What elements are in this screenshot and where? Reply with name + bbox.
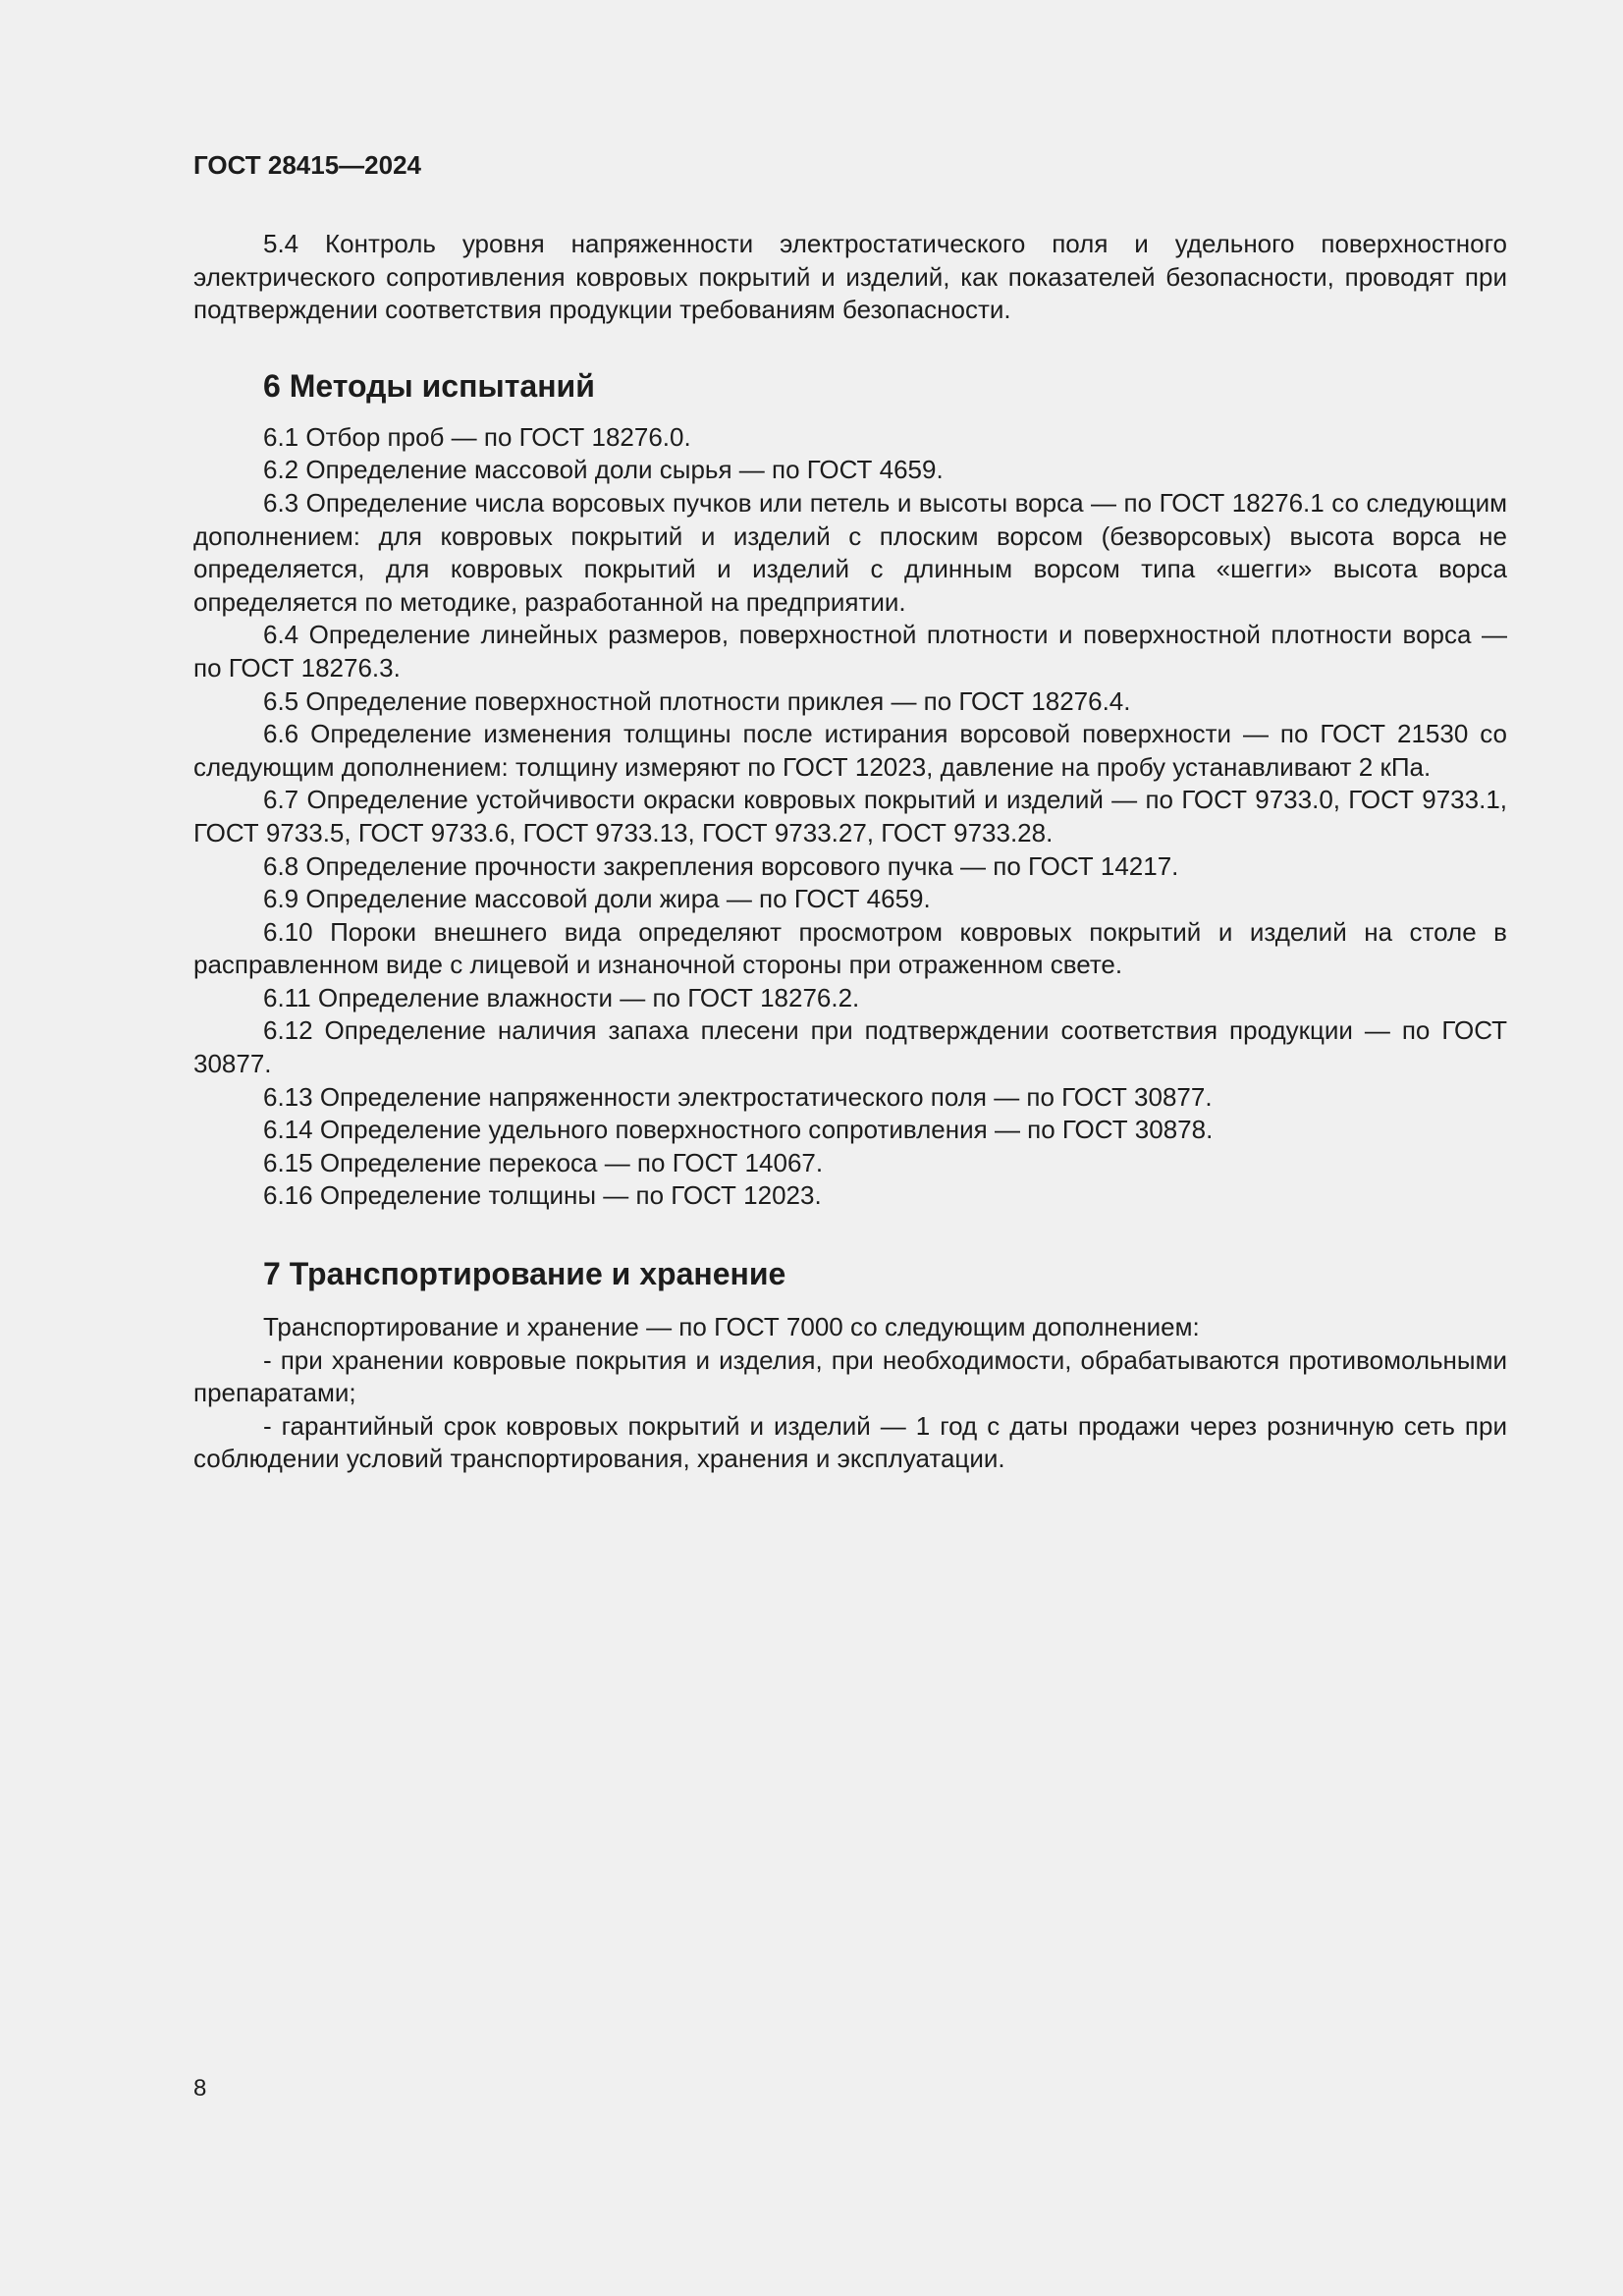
list-item: 6.15 Определение перекоса — по ГОСТ 14067.	[263, 1147, 824, 1177]
list-item: 6.14 Определение удельного поверхностного сопротивления — по ГОСТ 30878.	[263, 1115, 1214, 1145]
document-page	[193, 147, 1507, 1476]
list-item: 6.8 Определение прочности закрепления ворсового пучка — по ГОСТ 14217.	[263, 850, 1179, 881]
list-item: 6.10 Пороки внешнего вида определяют просмотром ковровых покрытий и изделий на столе в расправленном виде с лицевой и изнаночной стороны при отраженном свете.	[193, 916, 1507, 980]
page-number: 8	[193, 2075, 207, 2102]
document-code: ГОСТ 28415—2024	[193, 150, 421, 180]
section-7-intro: Транспортирование и хранение — по ГОСТ 7000 со следующим дополнением:	[263, 1312, 1200, 1342]
list-item: 6.7 Определение устойчивости окраски ковровых покрытий и изделий — по ГОСТ 9733.0, ГОСТ 9733.1, ГОСТ 9733.5, ГОСТ 9733.6, ГОСТ 9733.13, ГОСТ 9733.27, ГОСТ 9733.28.	[193, 785, 1507, 847]
list-item: 6.12 Определение наличия запаха плесени при подтверждении соответствия продукции — по ГОСТ 30877.	[193, 1015, 1507, 1079]
list-item: 6.13 Определение напряженности электростатического поля — по ГОСТ 30877.	[263, 1081, 1213, 1112]
list-item: 6.1 Отбор проб — по ГОСТ 18276.0.	[263, 421, 691, 452]
list-item: 6.3 Определение числа ворсовых пучков или петель и высоты ворса — по ГОСТ 18276.1 со следующим дополнением: для ковровых покрытий и изделий с плоским ворсом (безворсовых) высота ворса не определяется, для ковровых покрытий и изделий с длинным ворсом типа «шегги» высота ворса определяется по методике, разработанной на предприятии.	[193, 487, 1507, 617]
bullet-item: - при хранении ковровые покрытия и изделия, при необходимости, обрабатываются противомольными препаратами;	[193, 1344, 1507, 1408]
list-item: 6.16 Определение толщины — по ГОСТ 12023.	[263, 1180, 822, 1211]
bullet-item: - гарантийный срок ковровых покрытий и изделий — 1 год с даты продажи через розничную сеть при соблюдении условий транспортирования, хранения и эксплуатации.	[193, 1410, 1507, 1474]
list-item: 6.5 Определение поверхностной плотности приклея — по ГОСТ 18276.4.	[263, 685, 1131, 716]
list-item: 6.9 Определение массовой доли жира — по ГОСТ 4659.	[263, 884, 931, 914]
list-item: 6.4 Определение линейных размеров, поверхностной плотности и поверхностной плотности ворса — по ГОСТ 18276.3.	[193, 620, 1507, 683]
paragraph-5-4: 5.4 Контроль уровня напряженности электростатического поля и удельного поверхностного электрического сопротивления ковровых покрытий и изделий, как показателей безопасности, проводят при подтверждении соответствия продукции требованиям безопасности.	[193, 229, 1507, 325]
section-6-list	[193, 421, 1507, 1213]
section-6-title: 6 Методы испытаний	[263, 367, 595, 404]
list-item: 6.11 Определение влажности — по ГОСТ 18276.2.	[263, 982, 860, 1012]
list-item: 6.2 Определение массовой доли сырья — по ГОСТ 4659.	[263, 455, 944, 485]
list-item: 6.6 Определение изменения толщины после истирания ворсовой поверхности — по ГОСТ 21530 со следующим дополнением: толщину измеряют по ГОСТ 12023, давление на пробу устанавливают 2 кПа.	[193, 719, 1507, 782]
section-7-title: 7 Транспортирование и хранение	[263, 1256, 786, 1292]
